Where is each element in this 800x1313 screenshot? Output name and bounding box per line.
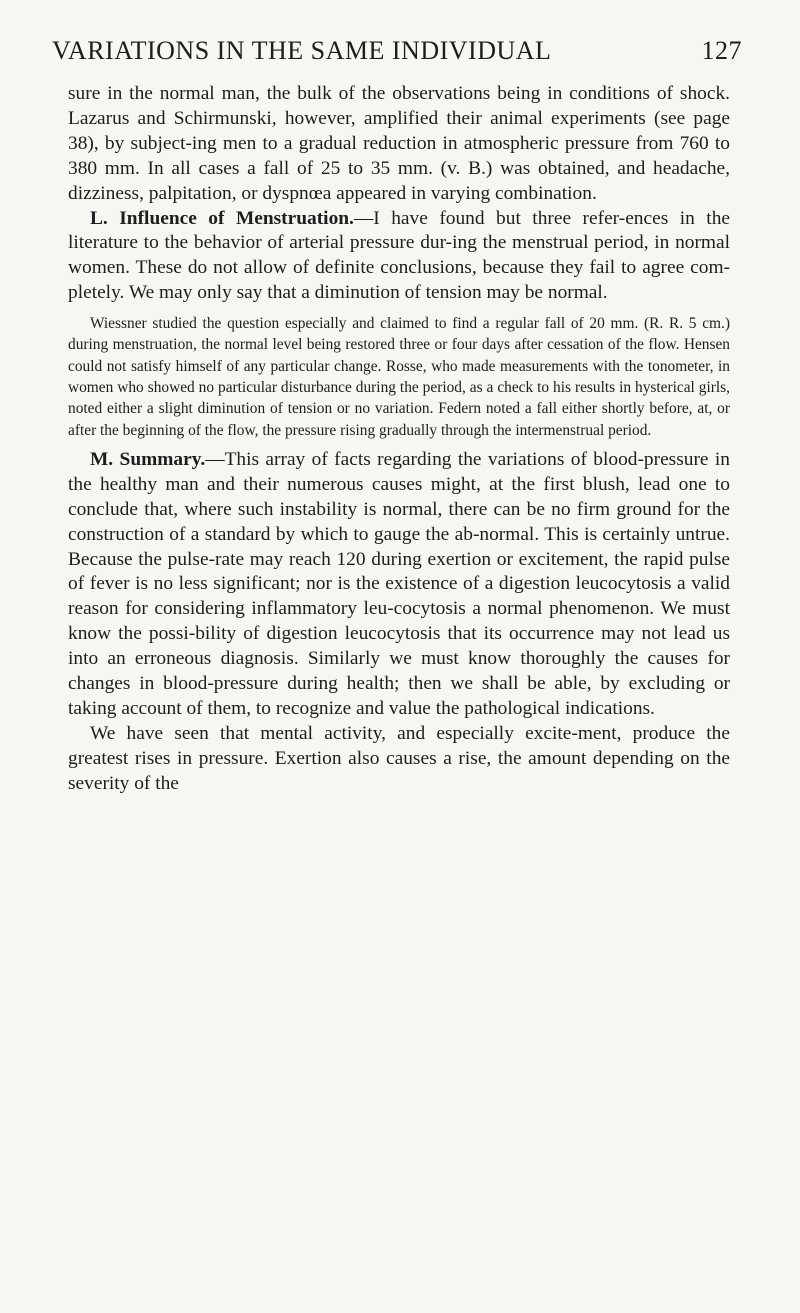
section-m-paragraph — [68, 448, 730, 722]
small-print-note: Wiessner studied the question especially and claimed to find a regular fall of 20 mm. (R. R. 5 cm.) during menstruation, the normal level being restored three or four days after cessation of the flow. Hensen could not satisfy himself of any particular change. Rosse, who made measurements with the tonometer, in women who showed no particular disturbance during the period, as a check to his results in hysterical girls, noted either a slight diminution of tension or no variation. Federn noted a fall either shortly before, at, or after the beginning of the flow, the pressure rising gradually through the intermenstrual period. — [68, 315, 730, 439]
running-head — [52, 36, 742, 66]
running-head-title: VARIATIONS IN THE SAME INDIVIDUAL — [52, 36, 552, 65]
closing-paragraph: We have seen that mental activity, and especially excite-ment, produce the greatest rises in pressure. Exertion also causes a rise, the amount depending on the severity of the — [68, 722, 730, 794]
section-l-text: —I have found but three refer-ences in the literature to the behavior of arterial pressure dur-ing the menstrual period, in normal women. These do not allow of definite conclusions, because they fail to agree com-pletely. We may only say that a diminution of tension may be normal. — [68, 207, 730, 304]
section-m-text: —This array of facts regarding the variations of blood-pressure in the healthy man and their numerous causes might, at the first blush, lead one to conclude that, where such instability is normal, there can be no firm ground for the construction of a standard by which to gauge the ab-normal. This is certainly untrue. Because the pulse-rate may reach 120 during exertion or excitement, the rapid pulse of fever is no less significant; nor is the existence of a digestion leucocytosis a valid reason for considering inflammatory leu-cocytosis a normal phenomenon. We must know the possi-bility of digestion leucocytosis that its occurrence may not lead us into an erroneous diagnosis. Similarly we must know thoroughly the causes for changes in blood-pressure during health; then we shall be able, by excluding or taking account of them, to recognize and value the pathological indications. — [68, 448, 730, 719]
body-text — [68, 82, 730, 797]
section-l-paragraph — [68, 207, 730, 307]
section-l-heading: L. Influence of Menstruation. — [90, 207, 354, 229]
page-number: 127 — [701, 36, 742, 65]
section-m-heading: M. Summary. — [90, 448, 206, 470]
paragraph-continuation: sure in the normal man, the bulk of the observations being in conditions of shock. Lazarus and Schirmunski, however, amplified their animal experiments (see page 38), by subject-ing men to a gradual reduction in atmospheric pressure from 760 to 380 mm. In all cases a fall of 25 to 35 mm. (v. B.) was obtained, and headache, dizziness, palpitation, or dyspnœa appeared in varying combination. — [68, 83, 730, 204]
